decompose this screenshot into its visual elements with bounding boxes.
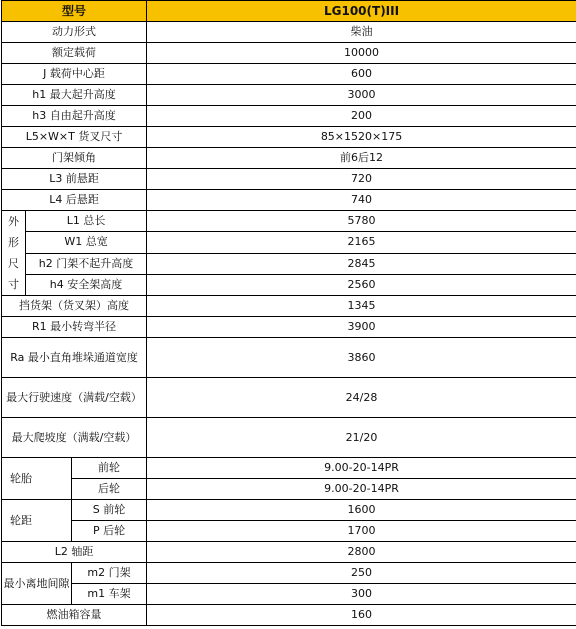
row-label: W1 总宽 xyxy=(26,232,147,253)
model-value: LG100(T)III xyxy=(147,1,576,22)
row-label: P 后轮 xyxy=(72,521,147,542)
row-label: S 前轮 xyxy=(72,500,147,521)
row-value: 740 xyxy=(147,190,576,211)
table-row xyxy=(2,211,576,232)
table-row xyxy=(2,563,576,584)
table-row xyxy=(2,317,576,338)
row-label: J 载荷中心距 xyxy=(2,64,147,85)
row-label: m2 门架 xyxy=(72,563,147,584)
row-value: 9.00-20-14PR xyxy=(147,458,576,479)
table-row xyxy=(2,338,576,378)
model-label: 型号 xyxy=(2,1,147,22)
row-value: 2845 xyxy=(147,253,576,274)
row-label: 后轮 xyxy=(72,479,147,500)
row-value: 3000 xyxy=(147,85,576,106)
row-label: h3 自由起升高度 xyxy=(2,106,147,127)
table-row xyxy=(2,190,576,211)
table-row xyxy=(2,479,576,500)
row-label: m1 车架 xyxy=(72,584,147,605)
tires-group-label: 轮胎 xyxy=(2,458,72,500)
table-row xyxy=(2,148,576,169)
row-label: R1 最小转弯半径 xyxy=(2,317,147,338)
row-label: L4 后悬距 xyxy=(2,190,147,211)
row-label: 燃油箱容量 xyxy=(2,605,147,626)
row-label: h4 安全架高度 xyxy=(26,274,147,295)
table-row xyxy=(2,542,576,563)
table-row xyxy=(2,22,576,43)
row-value: 柴油 xyxy=(147,22,576,43)
table-row xyxy=(2,378,576,418)
row-value: 85×1520×175 xyxy=(147,127,576,148)
group-char: 形 xyxy=(8,236,19,249)
row-label: 前轮 xyxy=(72,458,147,479)
row-value: 200 xyxy=(147,106,576,127)
table-row xyxy=(2,605,576,626)
row-value: 2560 xyxy=(147,274,576,295)
table-row xyxy=(2,253,576,274)
row-label: h2 门架不起升高度 xyxy=(26,253,147,274)
clearance-group-label: 最小离地间隙 xyxy=(2,563,72,605)
group-char: 尺 xyxy=(8,257,19,270)
row-label: 最大爬坡度（满载/空载） xyxy=(2,418,147,458)
row-value: 5780 xyxy=(147,211,576,232)
header-row xyxy=(2,1,576,22)
row-label: Ra 最小直角堆垛通道宽度 xyxy=(2,338,147,378)
row-value: 160 xyxy=(147,605,576,626)
table-row xyxy=(2,106,576,127)
row-label: 最大行驶速度（满载/空载） xyxy=(2,378,147,418)
spec-table xyxy=(1,0,576,626)
row-value: 250 xyxy=(147,563,576,584)
row-label: 挡货架（货叉架）高度 xyxy=(2,296,147,317)
row-value: 前6后12 xyxy=(147,148,576,169)
row-value: 21/20 xyxy=(147,418,576,458)
row-value: 1345 xyxy=(147,296,576,317)
row-value: 720 xyxy=(147,169,576,190)
row-label: h1 最大起升高度 xyxy=(2,85,147,106)
table-row xyxy=(2,169,576,190)
row-value: 3860 xyxy=(147,338,576,378)
row-label: L5×W×T 货叉尺寸 xyxy=(2,127,147,148)
row-value: 1700 xyxy=(147,521,576,542)
dimensions-group-label xyxy=(2,211,26,296)
table-row xyxy=(2,500,576,521)
group-char: 外 xyxy=(8,215,19,228)
table-row xyxy=(2,274,576,295)
table-row xyxy=(2,458,576,479)
row-value: 3900 xyxy=(147,317,576,338)
table-row xyxy=(2,64,576,85)
table-row xyxy=(2,43,576,64)
track-group-label: 轮距 xyxy=(2,500,72,542)
table-row xyxy=(2,127,576,148)
row-value: 2800 xyxy=(147,542,576,563)
row-value: 2165 xyxy=(147,232,576,253)
row-value: 10000 xyxy=(147,43,576,64)
row-value: 1600 xyxy=(147,500,576,521)
table-row xyxy=(2,296,576,317)
row-label: L1 总长 xyxy=(26,211,147,232)
row-label: 额定载荷 xyxy=(2,43,147,64)
row-value: 600 xyxy=(147,64,576,85)
group-char: 寸 xyxy=(8,278,19,291)
row-label: 门架倾角 xyxy=(2,148,147,169)
table-row xyxy=(2,521,576,542)
row-value: 9.00-20-14PR xyxy=(147,479,576,500)
row-label: 动力形式 xyxy=(2,22,147,43)
table-row xyxy=(2,584,576,605)
row-value: 300 xyxy=(147,584,576,605)
row-label: L3 前悬距 xyxy=(2,169,147,190)
row-value: 24/28 xyxy=(147,378,576,418)
table-row xyxy=(2,232,576,253)
table-row xyxy=(2,418,576,458)
table-row xyxy=(2,85,576,106)
row-label: L2 轴距 xyxy=(2,542,147,563)
